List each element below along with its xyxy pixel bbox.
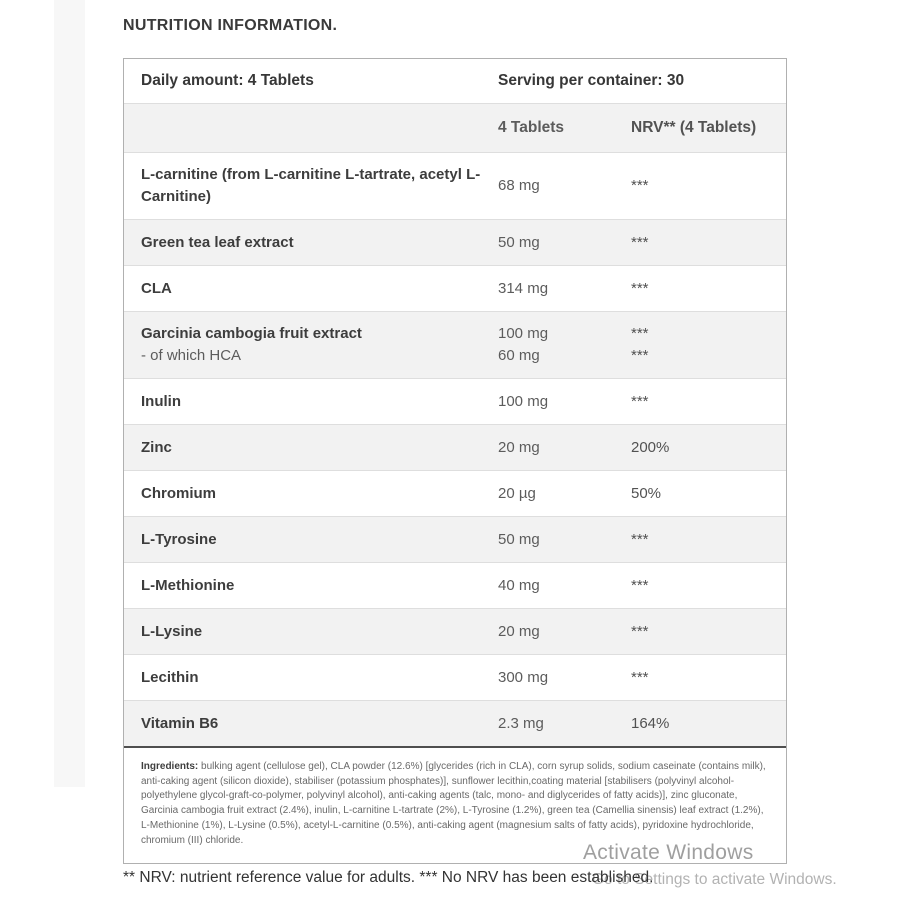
left-gutter-strip	[54, 0, 85, 787]
nutrient-name: L-Lysine	[141, 622, 203, 640]
nutrient-name: Chromium	[141, 484, 216, 502]
table-row	[124, 516, 786, 562]
nutrient-name: L-Tyrosine	[141, 530, 217, 548]
nutrient-amount: 20 mg	[498, 622, 540, 640]
nutrition-table	[123, 58, 787, 864]
nutrient-nrv: ***	[631, 576, 649, 594]
table-row	[124, 153, 786, 219]
nutrient-name: L-carnitine (from L-carnitine L-tartrate, acetyl L-Carnitine)	[141, 166, 481, 205]
table-row	[124, 424, 786, 470]
nutrient-name: Green tea leaf extract	[141, 233, 294, 251]
nutrient-amount: 100 mg	[498, 325, 549, 342]
nutrient-name: Lecithin	[141, 668, 199, 686]
nutrient-nrv-2: ***	[631, 347, 649, 364]
nutrient-name: Garcinia cambogia fruit extract	[141, 325, 362, 342]
nutrient-nrv: ***	[631, 279, 649, 297]
nutrient-nrv: ***	[631, 622, 649, 640]
amount-column-header: 4 Tablets	[498, 119, 565, 136]
nutrient-name: L-Methionine	[141, 576, 235, 594]
nutrient-nrv: 164%	[631, 714, 670, 732]
nutrient-nrv: 200%	[631, 438, 670, 456]
nutrient-amount: 20 mg	[498, 438, 540, 456]
nutrient-amount: 300 mg	[498, 668, 549, 686]
nrv-column-header: NRV** (4 Tablets)	[631, 119, 757, 136]
activate-windows-watermark: Activate Windows	[583, 841, 754, 864]
nutrient-name: CLA	[141, 279, 172, 297]
table-row	[124, 700, 786, 746]
table-row	[124, 311, 786, 378]
column-headers-row	[124, 104, 786, 153]
nutrient-amount: 314 mg	[498, 279, 549, 297]
nutrient-nrv: ***	[631, 177, 649, 194]
nutrient-name: Zinc	[141, 438, 172, 456]
nutrient-nrv: ***	[631, 392, 649, 410]
nutrient-nrv: ***	[631, 325, 649, 342]
nutrient-name: Vitamin B6	[141, 714, 219, 732]
nutrient-amount: 100 mg	[498, 392, 549, 410]
nutrient-nrv: ***	[631, 668, 649, 686]
nutrient-amount: 68 mg	[498, 177, 540, 194]
ingredients-label: Ingredients:	[141, 761, 199, 772]
daily-amount-label: Daily amount: 4 Tablets	[141, 72, 314, 89]
table-row	[124, 378, 786, 424]
table-row	[124, 470, 786, 516]
page-title: NUTRITION INFORMATION.	[123, 17, 338, 34]
table-header-row	[124, 59, 786, 104]
serving-per-container-label: Serving per container: 30	[498, 72, 685, 89]
nutrient-nrv: ***	[631, 233, 649, 251]
activate-windows-watermark-subtext: Go to Settings to activate Windows.	[592, 871, 837, 888]
nutrient-name: Inulin	[141, 392, 181, 410]
nutrient-nrv: ***	[631, 530, 649, 548]
nutrient-amount-2: 60 mg	[498, 347, 540, 364]
table-row	[124, 654, 786, 700]
table-row	[124, 265, 786, 311]
nutrient-amount: 40 mg	[498, 576, 540, 594]
table-row	[124, 608, 786, 654]
table-row	[124, 562, 786, 608]
table-row	[124, 219, 786, 265]
nutrient-amount: 50 mg	[498, 530, 540, 548]
table-body	[124, 153, 786, 746]
nutrient-nrv: 50%	[631, 484, 662, 502]
nutrient-subname: - of which HCA	[141, 347, 242, 364]
nrv-footnote: ** NRV: nutrient reference value for adults. *** No NRV has been established.	[123, 869, 654, 886]
ingredients-text: bulking agent (cellulose gel), CLA powder (12.6%) [glycerides (rich in CLA), corn syrup solids, sodium caseinate (contains milk), anti-caking agent (silicon dioxide), stabiliser (potassium phosphates)], sunflower lecithin,coating material [stabilisers (polyvinyl alcohol-polyethylene glycol-graft-co-polymer, polyvinyl alcohol), anti-caking agents (talc, mono- and diglycerides of fatty acids)], zinc gluconate, Garcinia cambogia fruit extract (2.4%), inulin, L-carnitine L-tartrate (2%), L-Tyrosine (1.2%), green tea (Camellia sinensis) leaf extract (1.2%), L-Methionine (1%), L-Lysine (0.5%), acetyl-L-carnitine (0.5%), anti-caking agent (magnesium salts of fatty acids), pyridoxine hydrochloride, chromium (III) chloride.	[141, 761, 766, 846]
nutrient-amount: 2.3 mg	[498, 714, 544, 732]
nutrient-amount: 50 mg	[498, 233, 540, 251]
nutrient-amount: 20 µg	[498, 484, 536, 502]
